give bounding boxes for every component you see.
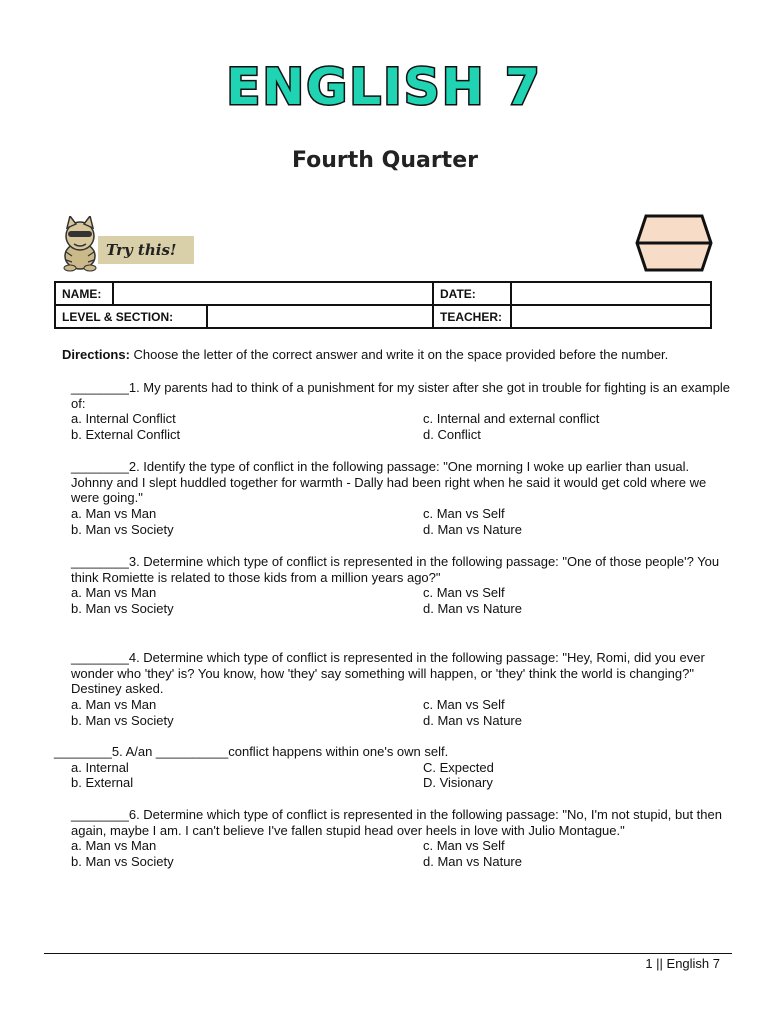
page-subtitle: Fourth Quarter [292,148,478,173]
choice-c: c. Man vs Self [423,585,505,601]
choice-d: d. Man vs Nature [423,712,522,728]
try-this-label: Try this! [98,236,194,264]
date-field[interactable] [511,282,711,305]
choice-c: c. Man vs Self [423,506,505,522]
question-stem: ________5. A/an __________conflict happens within one's own self. [54,744,449,759]
choice-d: d. Man vs Nature [423,601,522,617]
question-stem: ________6. Determine which type of conflict is represented in the following passage: "No, I'm not stupid, but then again, maybe I am. I can't believe I've fallen stupid head over heels in love with Julio Montague." [71,807,722,838]
info-row-level [55,305,711,328]
question-stem: ________2. Identify the type of conflict in the following passage: "One morning I woke up earlier than usual. Johnny and I slept huddled together for warmth - Dally had been right when he said it would get cold where we were going." [71,459,707,506]
choice-c: c. Internal and external conflict [423,411,600,427]
choice-c: c. Man vs Self [423,838,505,854]
question-stem: ________3. Determine which type of conflict is represented in the following passage: "One of those people'? You think Romiette is related to those kids from a million years ago?" [71,554,720,585]
question-stem: ________1. My parents had to think of a punishment for my sister after she got in trouble for fighting is an example of: [71,380,731,411]
page-title: ENGLISH 7 [226,58,542,116]
question-6 [71,807,731,870]
question-3 [71,554,731,617]
choice-a: a. Internal Conflict [71,411,176,427]
question-2 [71,459,731,538]
score-box-icon [634,214,714,272]
try-this-banner [58,216,198,272]
choice-b: b. External Conflict [71,427,181,443]
directions-label: Directions: [62,347,130,362]
level-section-label: LEVEL & SECTION: [55,305,207,328]
student-info-table [54,281,712,329]
info-row-name [55,282,711,305]
choice-a: a. Man vs Man [71,585,157,601]
choice-d: d. Conflict [423,427,481,443]
question-stem: ________4. Determine which type of conflict is represented in the following passage: "Hey, Romi, did you ever wonder who 'they' is? You know, how 'they' say something will happen, or 'they' think the world is changing?" Destiney asked. [71,650,705,697]
choice-b: b. Man vs Society [71,854,174,870]
choice-c: C. Expected [423,759,494,775]
teacher-label: TEACHER: [433,305,511,328]
choice-a: a. Man vs Man [71,697,157,713]
choice-b: b. Man vs Society [71,601,174,617]
question-4 [71,650,731,729]
directions [62,347,742,363]
choice-d: D. Visionary [423,775,493,791]
directions-text: Choose the letter of the correct answer and write it on the space provided before the number. [129,347,669,362]
name-field[interactable] [113,282,433,305]
choice-a: a. Man vs Man [71,838,157,854]
question-5 [54,744,731,791]
choice-b: b. External [71,775,134,791]
choice-d: d. Man vs Nature [423,521,522,537]
date-label: DATE: [433,282,511,305]
question-1 [71,380,731,443]
name-label: NAME: [55,282,113,305]
choice-c: c. Man vs Self [423,697,505,713]
footer-divider [44,953,732,954]
choice-a: a. Man vs Man [71,506,157,522]
choice-a: a. Internal [71,759,129,775]
page-footer: 1 || English 7 [645,956,720,971]
choice-d: d. Man vs Nature [423,854,522,870]
teacher-field[interactable] [511,305,711,328]
choice-b: b. Man vs Society [71,712,174,728]
choice-b: b. Man vs Society [71,521,174,537]
level-section-field[interactable] [207,305,433,328]
